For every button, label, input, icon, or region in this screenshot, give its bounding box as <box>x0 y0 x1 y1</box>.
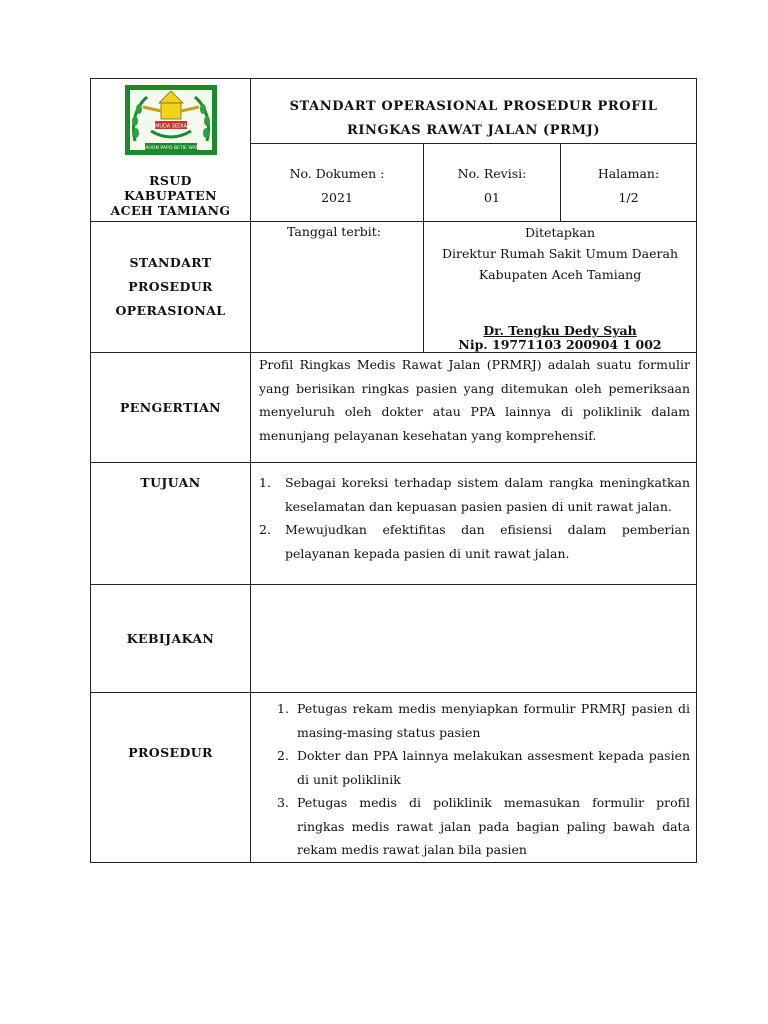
list-item: 3. Petugas medis di poliklinik memasukan formulir profil ringkas medis rawat jalan pada bagian paling bawah data rekam medis rawat jalan bila pasien <box>277 795 691 857</box>
approval-cell <box>424 222 697 353</box>
tujuan-list <box>259 471 690 565</box>
issue-date-label: Tanggal terbit: <box>287 224 381 239</box>
list-item: 1. Petugas rekam medis menyiapkan formulir PRMRJ pasien di masing-masing status pasien <box>277 701 691 740</box>
signer-nip: Nip. 19771103 200904 1 002 <box>458 337 662 352</box>
list-item: 2. Mewujudkan efektifitas dan efisiensi dalam pemberian pelayanan kepada pasien di unit rawat jalan. <box>259 522 691 561</box>
kebijakan-content <box>251 585 697 693</box>
section-label-pengertian: PENGERTIAN <box>91 353 251 463</box>
list-item: 2. Dokter dan PPA lainnya melakukan assesment kepada pasien di unit poliklinik <box>277 748 691 787</box>
list-item: 1. Sebagai koreksi terhadap sistem dalam rangka meningkatkan keselamatan dan kepuasan pasien pasien di unit rawat jalan. <box>259 475 691 514</box>
director-line-1: Direktur Rumah Sakit Umum Daerah <box>442 246 678 261</box>
section-label-sop: STANDART PROSEDUR OPERASIONAL <box>91 222 251 353</box>
sop-table <box>90 78 697 863</box>
hospital-name: RSUD KABUPATEN ACEH TAMIANG <box>110 173 231 218</box>
section-label-tujuan: TUJUAN <box>91 463 251 585</box>
logo-caption: KAHON PAPO BETIE WATI <box>141 146 200 151</box>
prosedur-list <box>277 697 690 862</box>
logo-emblem-text: MUDA SEDIA <box>154 123 187 130</box>
section-label-kebijakan: KEBIJAKAN <box>91 585 251 693</box>
doc-number-cell: No. Dokumen : 2021 <box>251 144 424 222</box>
hospital-logo <box>121 81 221 167</box>
pengertian-text: Profil Ringkas Medis Rawat Jalan (PRMRJ) adalah suatu formulir yang berisikan ringkas pasien yang ditemukan oleh pemeriksaan menyeluruh oleh dokter atau PPA lainnya di poliklinik dalam menunjang pelayanan kesehatan yang komprehensif. <box>259 357 691 443</box>
issue-date-cell <box>251 222 424 353</box>
tujuan-content <box>251 463 697 585</box>
signer-name: Dr. Tengku Dedy Syah <box>483 323 637 338</box>
section-label-prosedur: PROSEDUR <box>91 693 251 863</box>
document-title: STANDART OPERASIONAL PROSEDUR PROFIL RINGKAS RAWAT JALAN (PRMJ) <box>251 79 697 144</box>
page-cell: Halaman: 1/2 <box>561 144 697 222</box>
director-line-2: Kabupaten Aceh Tamiang <box>478 267 642 282</box>
logo-cell <box>91 79 251 222</box>
established-label: Ditetapkan <box>525 225 596 240</box>
revision-cell: No. Revisi: 01 <box>424 144 561 222</box>
prosedur-content <box>251 693 697 863</box>
pengertian-content <box>251 353 697 463</box>
